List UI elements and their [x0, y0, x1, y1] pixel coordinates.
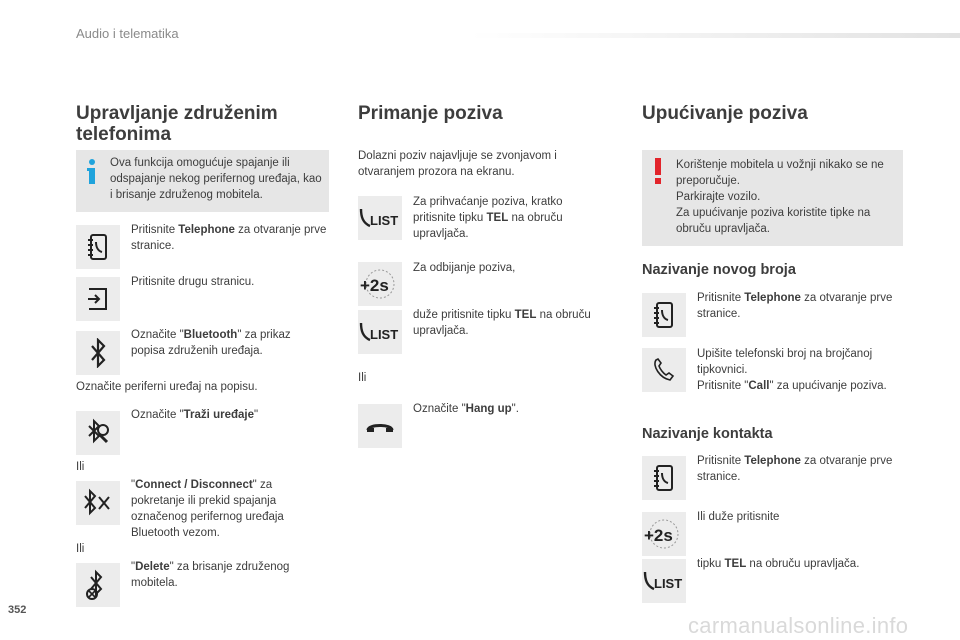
- svg-text:+2s: +2s: [360, 276, 389, 295]
- step2-text: Pritisnite drugu stranicu.: [131, 276, 255, 288]
- col1-title: Upravljanje združenim telefonima: [76, 103, 278, 145]
- new-number-step1: Pritisnite Telephone za otvaranje prve stranice.: [697, 292, 893, 320]
- hang-up-icon: [358, 404, 402, 448]
- info-icon: [84, 158, 100, 186]
- col2-title: Primanje poziva: [358, 103, 503, 124]
- step7-text: "Delete" za brisanje združenog mobitela.: [131, 561, 290, 589]
- long-press-2s-icon: [358, 262, 402, 306]
- hang-up-text: Označite "Hang up".: [413, 403, 519, 415]
- ili-1: Ili: [76, 461, 85, 473]
- list-button-icon-3: [642, 559, 686, 603]
- list-button-icon-2: [358, 310, 402, 354]
- long-press-text: duže pritisnite tipku TEL na obruču upravljača.: [413, 309, 591, 337]
- svg-text:LIST: LIST: [370, 213, 399, 228]
- warning-icon: [654, 158, 662, 184]
- telephone-book-icon: [76, 225, 120, 269]
- contact-heading: Nazivanje kontakta: [642, 426, 773, 442]
- new-number-heading: Nazivanje novog broja: [642, 262, 796, 278]
- incoming-intro: Dolazni poziv najavljuje se zvonjavom i otvaranjem prozora na ekranu.: [358, 150, 557, 178]
- header-rule: [470, 33, 960, 38]
- connect-disconnect-icon: [76, 481, 120, 525]
- contact-step3: tipku TEL na obruču upravljača.: [697, 558, 860, 570]
- telephone-book-icon-2: [642, 293, 686, 337]
- contact-step2: Ili duže pritisnite: [697, 511, 780, 523]
- next-page-icon: [76, 277, 120, 321]
- page-number: 352: [8, 604, 27, 616]
- step4-text: Označite periferni uređaj na popisu.: [76, 381, 258, 393]
- search-devices-icon: [76, 411, 120, 455]
- bluetooth-icon: [76, 331, 120, 375]
- svg-text:LIST: LIST: [370, 327, 399, 342]
- long-press-2s-icon-2: [642, 512, 686, 556]
- ili-3: Ili: [358, 372, 367, 384]
- step3-text: Označite "Bluetooth" za prikaz popisa združenih uređaja.: [131, 329, 291, 357]
- warning-box: [642, 150, 903, 246]
- svg-text:+2s: +2s: [644, 526, 673, 545]
- telephone-book-icon-3: [642, 456, 686, 500]
- list-button-icon: [358, 196, 402, 240]
- section-header: Audio i telematika: [76, 26, 179, 41]
- info-text: Ova funkcija omogućuje spajanje ili odspajanje nekog perifernog uređaja, kao i brisanje združenog mobitela.: [110, 157, 322, 201]
- step6-text: "Connect / Disconnect" za pokretanje ili prekid spajanja označenog perifernog uređaja Bluetooth vezom.: [131, 479, 284, 539]
- col3-title: Upućivanje poziva: [642, 103, 808, 124]
- reject-text: Za odbijanje poziva,: [413, 262, 516, 274]
- step5-text: Označite "Traži uređaje": [131, 409, 259, 421]
- watermark: carmanualsonline.info: [688, 613, 909, 638]
- warning-text: Korištenje mobitela u vožnji nikako se ne preporučuje. Parkirajte vozilo. Za upućivanje poziva koristite tipke na obruču upravljača.: [676, 159, 884, 235]
- new-number-step2: Upišite telefonski broj na brojčanoj tipkovnici. Pritisnite "Call" za upućivanje poziva.: [697, 348, 887, 392]
- contact-step1: Pritisnite Telephone za otvaranje prve stranice.: [697, 455, 893, 483]
- delete-device-icon: [76, 563, 120, 607]
- ili-2: Ili: [76, 543, 85, 555]
- accept-text: Za prihvaćanje poziva, kratko pritisnite tipku TEL na obruču upravljača.: [413, 196, 563, 240]
- svg-text:LIST: LIST: [654, 576, 683, 591]
- step1-text: Pritisnite Telephone za otvaranje prve stranice.: [131, 224, 327, 252]
- call-icon: [642, 348, 686, 392]
- info-box: [76, 150, 329, 212]
